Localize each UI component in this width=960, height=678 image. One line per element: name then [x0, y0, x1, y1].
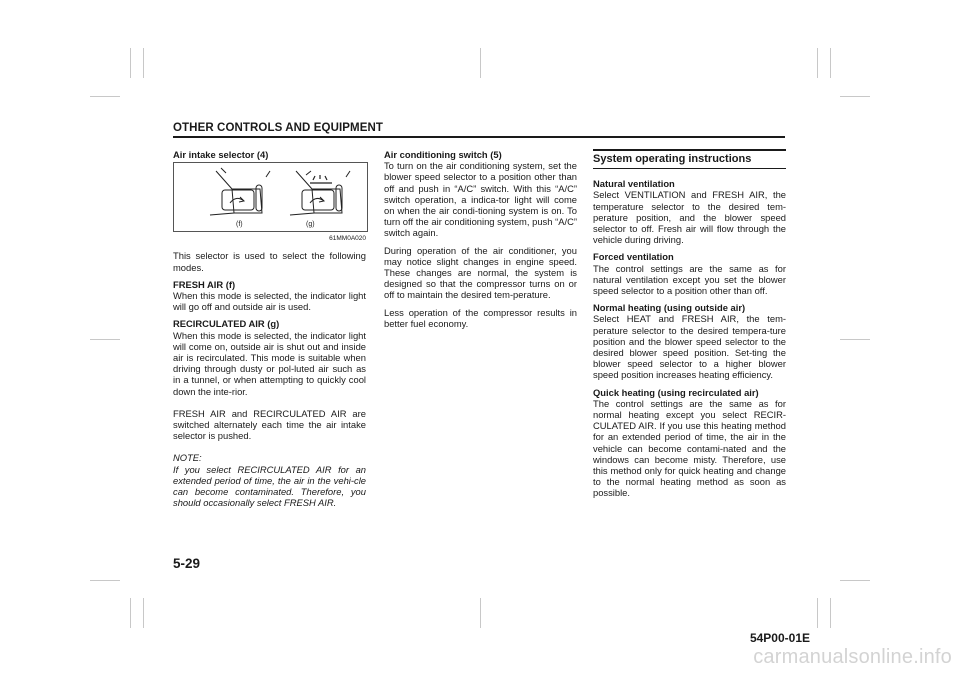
crop-mark: [480, 48, 481, 78]
crop-mark: [130, 48, 131, 78]
note-label: NOTE:: [173, 452, 202, 464]
column-3: [593, 149, 786, 505]
air-intake-figure: [173, 162, 368, 232]
watermark-link[interactable]: carmanualsonline.info: [753, 646, 952, 668]
crop-mark: [830, 598, 831, 628]
recirculated-air-text: When this mode is selected, the indicator light will come on, outside air is shut out and inside air is recirculated. This mode is suitable when driving through dusty or pol-luted air such as in a tunnel, or when attempting to quickly cool down the inte-rior.: [173, 329, 366, 397]
header-rule: [173, 136, 785, 138]
document-code: 54P00-01E: [749, 631, 810, 645]
ac-switch-heading: Air conditioning switch (5): [384, 149, 502, 160]
crop-mark: [840, 96, 870, 97]
page-header-title: OTHER CONTROLS AND EQUIPMENT: [173, 122, 384, 134]
natural-ventilation-text: Select VENTILATION and FRESH AIR, the temperature selector to the desired tem-perature position, and the blower speed selector to off. Fresh air will flow through the vehicle during driving.: [593, 189, 786, 246]
crop-mark: [90, 339, 120, 340]
crop-mark: [830, 48, 831, 78]
section-title: System operating instructions: [593, 154, 786, 169]
normal-heating-heading: Normal heating (using outside air): [593, 302, 746, 314]
quick-heating-heading: Quick heating (using recirculated air): [593, 386, 759, 398]
crop-mark: [840, 339, 870, 340]
quick-heating-text: The control settings are the same as for normal heating except you select RECIR-CULATED AIR. If you use this heating method for an extended period of time, the air in the vehicle can become contami-nated and the windows can become misty. Therefore, use this method only for quick heating and change to the normal heating method as soon as possible.: [593, 397, 786, 499]
air-intake-heading: Air intake selector (4): [173, 149, 269, 160]
section-header: [593, 149, 786, 169]
forced-ventilation-text: The control settings are the same as for natural ventilation except you set the blower speed selector to a position other than off.: [593, 262, 786, 297]
figure-code: 61MM0A020: [329, 235, 366, 243]
crop-mark: [90, 580, 120, 581]
crop-mark: [817, 598, 818, 628]
natural-ventilation-heading: Natural ventilation: [593, 178, 675, 190]
note-text: If you select RECIRCULATED AIR for an extended period of time, the air in the vehi-cle can become contaminated. Therefore, you should occasionally select FRESH AIR.: [173, 463, 366, 509]
forced-ventilation-heading: Forced ventilation: [593, 251, 674, 263]
ac-switch-para-1: To turn on the air conditioning system, set the blower speed selector to a position other than off and push in “A/C” switch. With this “A/C” switch operation, a indica-tor light will come on when the air condi-tioning system is on. To turn off the air conditioning system, push “A/C” switch again.: [384, 160, 577, 239]
fresh-air-heading: FRESH AIR (f): [173, 278, 236, 290]
figure-label-g: (g): [306, 221, 315, 229]
figure-label-f: (f): [236, 221, 243, 229]
crop-mark: [90, 96, 120, 97]
column-1: [173, 149, 366, 514]
crop-mark: [840, 580, 870, 581]
crop-mark: [143, 598, 144, 628]
crop-mark: [817, 48, 818, 78]
crop-mark: [143, 48, 144, 78]
air-intake-selector-illustration: [174, 163, 367, 231]
recirculated-air-heading: RECIRCULATED AIR (g): [173, 318, 280, 330]
normal-heating-text: Select HEAT and FRESH AIR, the tem-perature selector to the desired tempera-ture position and the blower speed selector to the desired blower speed position. Set-ting the blower speed selector to a higher blower speed position increases heating efficiency.: [593, 313, 786, 381]
ac-switch-para-3: Less operation of the compressor results in better fuel economy.: [384, 306, 577, 329]
ac-switch-para-2: During operation of the air conditioner, you may notice slight changes in engine speed. These changes are normal, the system is designed so that the compressor turns on or off to maintain the desired tem-perature.: [384, 244, 577, 301]
air-intake-intro: This selector is used to select the following modes.: [173, 250, 366, 273]
fresh-air-text: When this mode is selected, the indicator light will go off and outside air is used.: [173, 290, 366, 313]
crop-mark: [130, 598, 131, 628]
crop-mark: [480, 598, 481, 628]
alternate-switch-text: FRESH AIR and RECIRCULATED AIR are switched alternately each time the air intake selector is pushed.: [173, 407, 366, 442]
page-number: 5-29: [173, 556, 201, 571]
column-2: [384, 149, 577, 335]
